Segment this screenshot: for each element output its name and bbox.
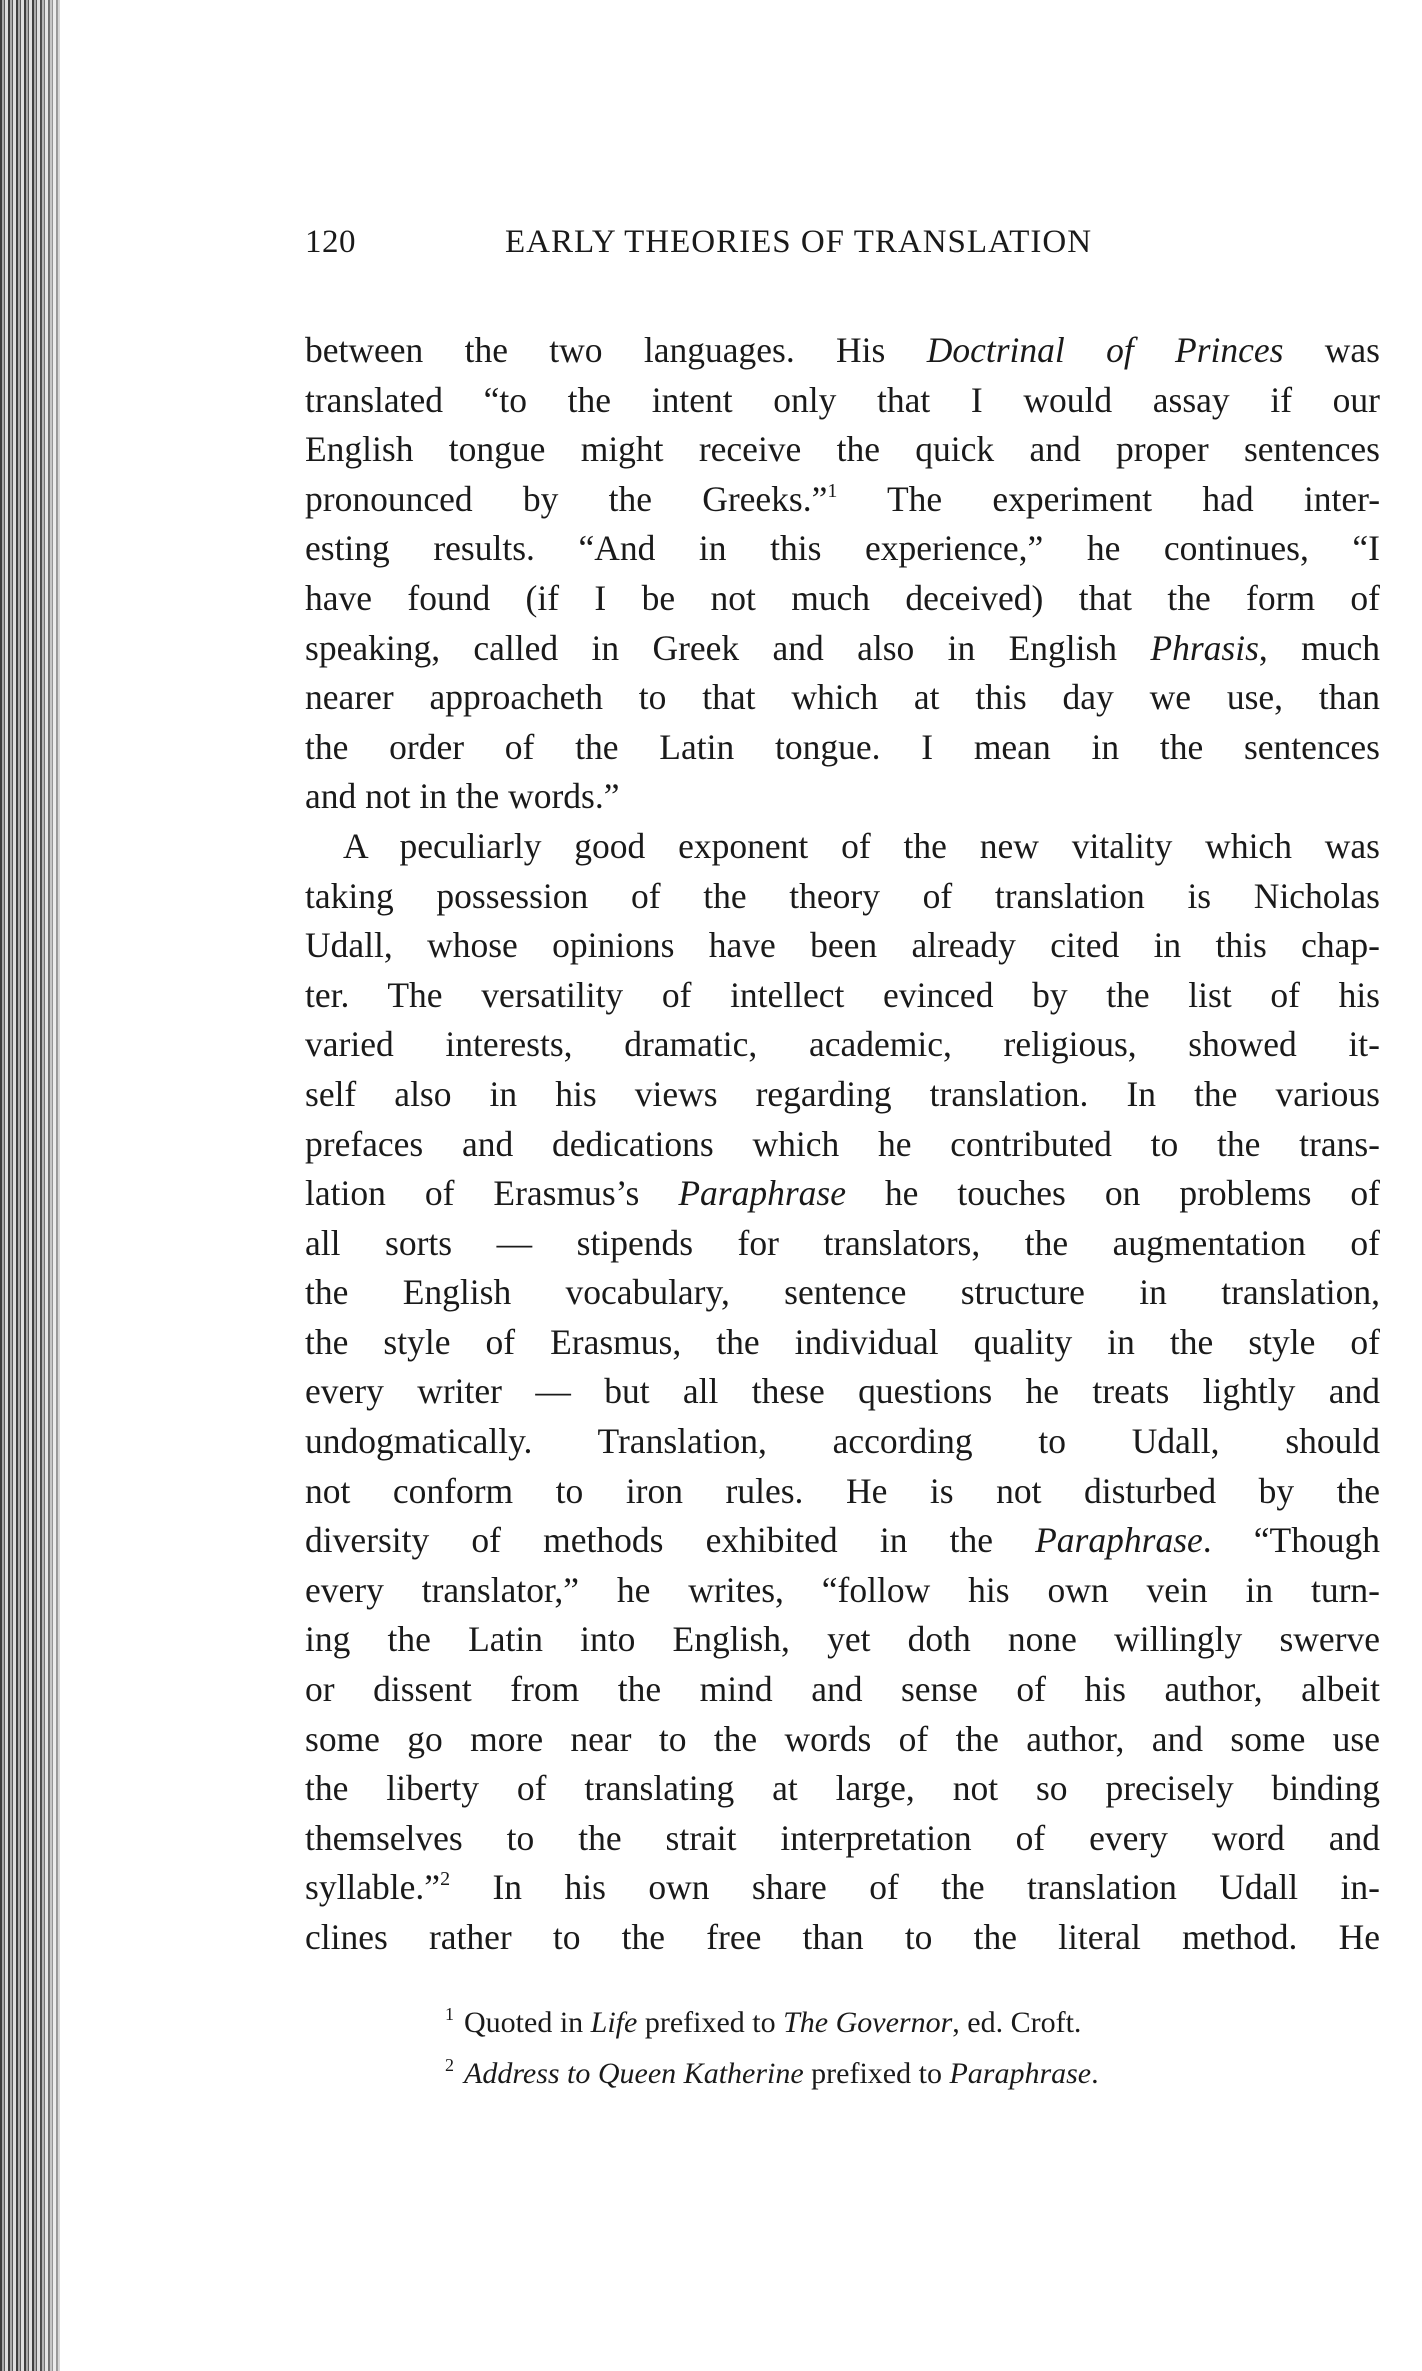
- text-line: clines rather to the free than to the literal method. He: [305, 1917, 1380, 1957]
- text-line: ter. The versatility of intellect evinced by the list of his: [305, 974, 1380, 1015]
- text-line: some go more near to the words of the author, and some use: [305, 1718, 1380, 1759]
- text-line: or dissent from the mind and sense of his author, albeit: [305, 1669, 1380, 1710]
- text-line: lation of Erasmus’s Paraphrase he touches on problems of: [305, 1173, 1381, 1214]
- text-line: not conform to iron rules. He is not disturbed by the: [305, 1470, 1380, 1511]
- text-line: every translator,” he writes, “follow his own vein in turn-: [305, 1569, 1380, 1610]
- text-line: self also in his views regarding translation. In the various: [305, 1073, 1380, 1114]
- text-line: varied interests, dramatic, academic, religious, showed it-: [305, 1024, 1380, 1065]
- body-text: [305, 326, 1380, 1963]
- paragraph-2: [305, 822, 1380, 1963]
- page-number: 120: [305, 224, 356, 260]
- footnote-ref-2: 2: [440, 1868, 451, 1891]
- footnote-ref-1: 1: [827, 479, 838, 502]
- text-line: English tongue might receive the quick and proper sentences: [305, 429, 1380, 470]
- text-line: and not in the words.”: [305, 776, 620, 817]
- text-line: pronounced by the Greeks.”$^1$ The experiment had inter-: [305, 478, 1381, 519]
- text-line: syllable.”$^2$ In his own share of the translation Udall in-: [305, 1867, 1380, 1908]
- binding-shadow: [38, 0, 78, 2371]
- text-line: translated “to the intent only that I would assay if our: [305, 379, 1380, 420]
- footnote-1: $^1$ Quoted in Life prefixed to The Governor, ed. Croft.: [445, 2003, 1082, 2039]
- book-title: Paraphrase: [678, 1173, 846, 1214]
- footnote-2: $^2$ Address to Queen Katherine prefixed to Paraphrase.: [445, 2054, 1099, 2090]
- text-line: ing the Latin into English, yet doth none willingly swerve: [305, 1619, 1380, 1660]
- text-line: prefaces and dedications which he contributed to the trans-: [305, 1123, 1380, 1164]
- book-title: Paraphrase: [1035, 1520, 1203, 1561]
- book-title: Doctrinal of Princes: [926, 330, 1284, 370]
- paragraph-1: [305, 326, 1380, 822]
- text-line: taking possession of the theory of translation is Nicholas: [305, 875, 1380, 916]
- text-line: every writer — but all these questions he treats lightly and: [305, 1371, 1380, 1412]
- text-line: nearer approacheth to that which at this day we use, than: [305, 677, 1380, 718]
- text-line: themselves to the strait interpretation of every word and: [305, 1817, 1380, 1858]
- text-line: undogmatically. Translation, according to Udall, should: [305, 1421, 1380, 1462]
- footnotes: [305, 1993, 1380, 2095]
- running-head: [305, 224, 1380, 274]
- footnote-number: 2: [445, 2054, 454, 2075]
- text-line: diversity of methods exhibited in the Paraphrase. “Though: [305, 1520, 1380, 1561]
- term-phrasis: Phrasis: [1150, 627, 1259, 668]
- text-line: all sorts — stipends for translators, the augmentation of: [305, 1222, 1380, 1263]
- text-line: have found (if I be not much deceived) that the form of: [305, 577, 1380, 618]
- running-title: EARLY THEORIES OF TRANSLATION: [505, 224, 1093, 260]
- text-line: A peculiarly good exponent of the new vitality which was: [343, 825, 1380, 866]
- text-line: the style of Erasmus, the individual quality in the style of: [305, 1321, 1380, 1362]
- text-line: the English vocabulary, sentence structure in translation,: [305, 1272, 1380, 1313]
- text-line: esting results. “And in this experience,” he continues, “I: [305, 528, 1380, 569]
- text-line: between the two languages. His Doctrinal of Princes was: [305, 330, 1380, 370]
- book-page: [305, 224, 1380, 2095]
- text-line: the order of the Latin tongue. I mean in the sentences: [305, 726, 1380, 767]
- text-line: speaking, called in Greek and also in English Phrasis, much: [305, 627, 1380, 668]
- text-line: Udall, whose opinions have been already cited in this chap-: [305, 925, 1380, 966]
- text-line: the liberty of translating at large, not so precisely binding: [305, 1768, 1380, 1809]
- footnote-number: 1: [445, 2003, 454, 2024]
